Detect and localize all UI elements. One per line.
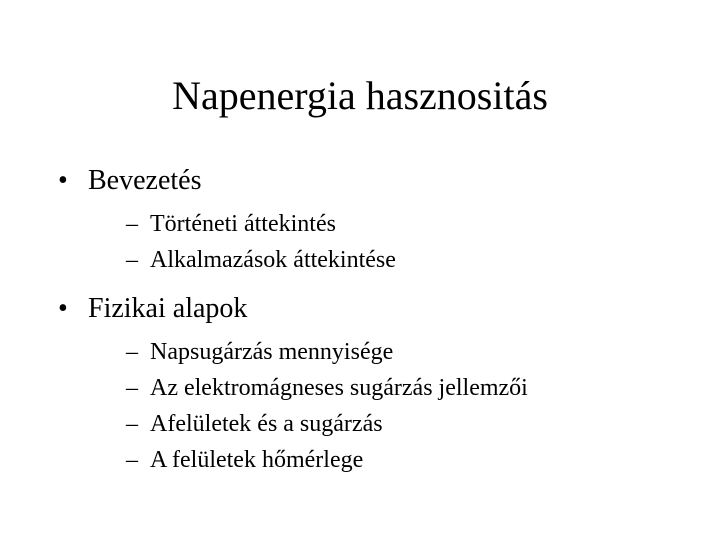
dash-icon: – <box>126 375 138 401</box>
sub-item <box>88 442 698 478</box>
sub-item-label: Az elektromágneses sugárzás jellemzői <box>150 375 528 401</box>
bullet-icon: • <box>58 293 68 324</box>
sub-item <box>88 370 698 406</box>
bullet-icon: • <box>58 165 68 196</box>
dash-icon: – <box>126 211 138 237</box>
bullet-label: Fizikai alapok <box>88 293 248 324</box>
sub-list <box>88 334 698 478</box>
bullet-list <box>58 160 698 488</box>
sub-item-label: A felületek hőmérlege <box>150 447 364 473</box>
sub-item-label: Napsugárzás mennyisége <box>150 339 394 365</box>
bullet-label: Bevezetés <box>88 165 202 196</box>
dash-icon: – <box>126 339 138 365</box>
sub-item-label: Afelületek és a sugárzás <box>150 411 383 437</box>
dash-icon: – <box>126 247 138 273</box>
slide-title: Napenergia hasznositás <box>172 73 548 118</box>
sub-item-label: Alkalmazások áttekintése <box>150 247 396 273</box>
sub-item <box>88 406 698 442</box>
dash-icon: – <box>126 411 138 437</box>
sub-list <box>88 206 698 278</box>
sub-item <box>88 334 698 370</box>
bullet-item-physical-basics <box>58 288 698 478</box>
dash-icon: – <box>126 447 138 473</box>
bullet-item-introduction <box>58 160 698 278</box>
sub-item <box>88 206 698 242</box>
sub-item <box>88 242 698 278</box>
sub-item-label: Történeti áttekintés <box>150 211 336 237</box>
